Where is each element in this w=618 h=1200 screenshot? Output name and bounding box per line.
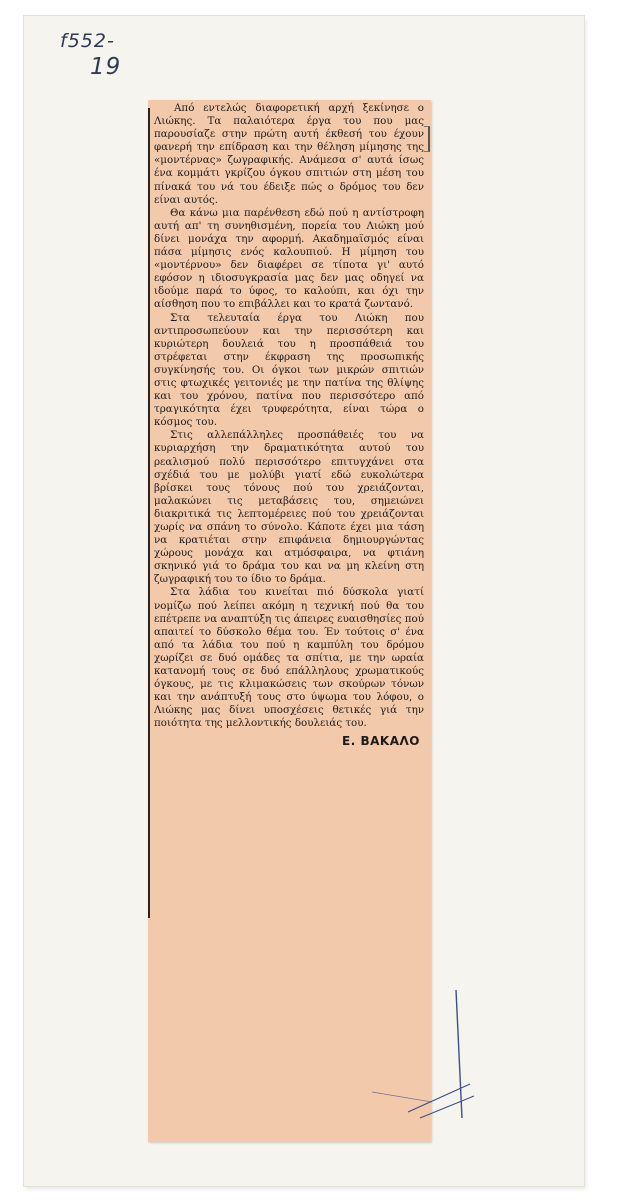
article-paragraph-1: Από εντελώς διαφορετική αρχή ξεκίνησε ο Λιώκης. Τα παλαιότερα έργα του που μας παρουσίαζε στην πρώτη αυτή έκθεσή του έχουν φανερή την επίδραση και την θέληση μίμησης της «μοντέρνας» ζωγραφικής. Ανάμεσα σ' αυτά ίσως ένα κομμάτι γκρίζου όγκου σπιτιών στη μέση του πίνακά του νά του έδειξε πώς ο δρόμος του δεν είναι αυτός. (154, 102, 424, 206)
article-paragraph-2: Θα κάνω μια παρένθεση εδώ πού η αντίστροφη αυτή απ' τη συνηθισμένη, πορεία του Λιώκη μού δίνει μονάχα την αφορμή. Ακαδημαϊσμός είναι πάσα μίμησις ενός καλουπιού. Η μίμηση του «μοντέρνου» δεν διαφέρει σε τίποτα γι' αυτό εφόσον η ιδιοσυγκρασία μας δεν μας οδηγεί να ιδούμε παρά το ύφος, το καλούπι, και όχι την αίσθηση που το επιβάλλει και το κρατά ζωντανό. (154, 206, 424, 311)
article-paragraph-3: Στα τελευταία έργα του Λιώκη που αντιπροσωπεύουν και την περισσότερη και κυριώτερη δουλειά του η προσπάθειά του στρέφεται στην έκφραση της προσωπικής συγκίνησής του. Οι όγκοι των μικρών σπιτιών στις φτωχικές γειτονιές με την πατίνα της θλίψης και του χρόνου, πατίνα που περισσότερο από τραγικότητα έχει τρυφερότητα, είναι τώρα ο κόσμος του. (154, 311, 424, 429)
article-paragraph-5: Στα λάδια του κινείται πιό δύσκολα γιατί νομίζω πού λείπει ακόμη η τεχνική πού θα του επέτρεπε να αναπτύξη τις άπειρες ευαισθησίες πού απαιτεί το δύσκολο θέμα του. Έν τούτοις σ' ένα από τα λάδια του πού η καμπύλη του δρόμου χωρίζει σε δυό ομάδες τα σπίτια, με την ωραία κατανομή τους σε δυό επάλληλους χρωματικούς όγκους, με τις κλιμακώσεις των σκούρων τόνων και την ανάπτυξή τους στο ύψωμα του λόφου, ο Λιώκης μας δίνει υποσχέσεις θετικές γιά την ποιότητα της μελλοντικής δουλειάς του. (154, 586, 424, 730)
catalog-number-line1: f552- (60, 30, 115, 52)
catalog-number-line2: 19 (90, 54, 122, 80)
pencil-stroke-vertical (456, 990, 462, 1118)
pencil-stroke-faint (372, 1092, 432, 1102)
author-signature: Ε. ΒΑΚΑΛΟ (342, 733, 420, 748)
article-paragraph-4: Στις αλλεπάλληλες προσπάθειές του να κυριαρχήση την δραματικότητα αυτού του ρεαλισμού πολύ περισσότερο επιτυγχάνει στα σχέδιά του με μολύβι γιατί εδώ ευκολώτερα βρίσκει τους τόνους πού του χρειάζονται, μαλακώνει τις μεταβάσεις του, σημειώνει διακριτικά τις λεπτομέρειες πού του χρειάζονται χωρίς να σπάνη το σύνολο. Κάποτε έχει μια τάση να κρατιέται στην επιφάνεια δημιουργώντας χώρους μονάχα και ατμόσφαιρα, να φτιάνη σκηνικό γιά το δράμα του και να μη κλείνη στη ζωγραφική του το ίδιο το δράμα. (154, 429, 424, 586)
pencil-stroke-diagonal-2 (420, 1096, 474, 1118)
